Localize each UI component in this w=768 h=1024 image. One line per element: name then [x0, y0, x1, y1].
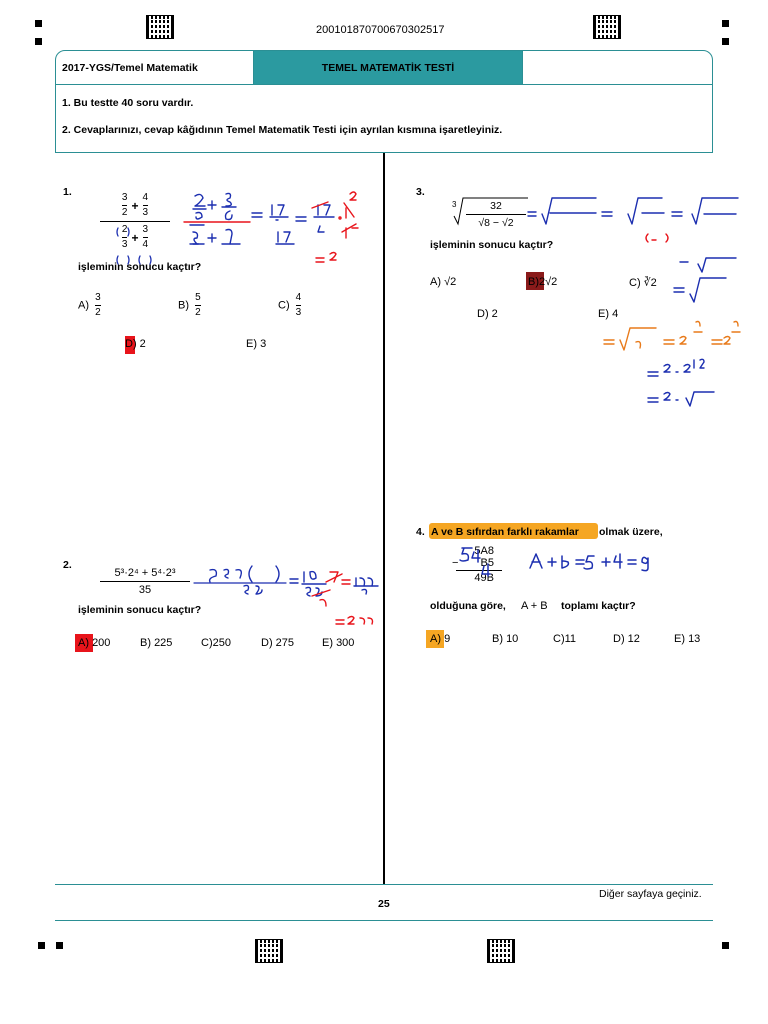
q1-number: 1. — [63, 186, 72, 198]
q3-prompt: işleminin sonucu kaçtır? — [430, 239, 554, 251]
q3-option-c[interactable]: C) ∛2 — [629, 277, 657, 289]
q3-option-e[interactable]: E) 4 — [598, 308, 619, 320]
handwriting-q1-blue — [184, 194, 334, 245]
q2-prompt: işleminin sonucu kaçtır? — [78, 604, 202, 616]
handwriting-q3-blue — [528, 198, 738, 406]
handwriting-q1-red — [312, 192, 358, 262]
instruction-2: 2. Cevaplarınızı, cevap kâğıdının Temel Matematik Testi için ayrılan kısmına işaretleyiniz. — [62, 124, 503, 136]
footer-rule-bottom — [55, 920, 713, 921]
q1-option-e[interactable]: E) 3 — [246, 338, 267, 350]
q4-subtraction: 5A8 − B5 49B — [452, 545, 502, 584]
q1-option-b[interactable]: B) $\frac{5}{2}$ — [178, 292, 201, 318]
instruction-1: 1. Bu testte 40 soru vardır. — [62, 97, 194, 109]
q4-highlight-text: A ve B sıfırdan farklı rakamlar — [431, 526, 579, 538]
exam-label: 2017-YGS/Temel Matematik — [62, 61, 198, 74]
barcode-number: 200101870700670302517 — [316, 24, 445, 36]
q2-option-b[interactable]: B) 225 — [140, 637, 173, 649]
q4-option-c[interactable]: C)11 — [553, 633, 577, 645]
q1-option-d[interactable]: D) 2 — [125, 338, 146, 350]
q4-number: 4. — [416, 526, 425, 538]
q2-option-a[interactable]: A) 200 — [78, 637, 111, 649]
q4-option-d[interactable]: D) 12 — [613, 633, 640, 645]
handwriting-q3-orange — [604, 322, 740, 351]
q4-prompt-pre: olduğuna göre, — [430, 600, 506, 612]
q4-option-a[interactable]: A) 9 — [430, 633, 451, 645]
footer-rule-top — [55, 884, 713, 885]
q1-frac-c: $\frac{2}{3}$ — [121, 224, 128, 250]
handwriting-q2-blue — [194, 566, 378, 596]
q4-rest-text: olmak üzere, — [599, 526, 663, 538]
q2-option-e[interactable]: E) 300 — [322, 637, 355, 649]
q3-option-d[interactable]: D) 2 — [477, 308, 498, 320]
handwriting-q4-blue — [460, 548, 648, 576]
q1-frac-a: $\frac{3}{2}$ — [121, 192, 128, 218]
q1-expression: $\frac{3}{2}$ + $\frac{4}{3}$ $\frac{2}{3}$ + $\frac{3}{4}$ — [100, 192, 170, 251]
q2-option-d[interactable]: D) 275 — [261, 637, 295, 649]
q3-expression: 3 32 √8 − √2 — [450, 196, 530, 236]
q4-option-b[interactable]: B) 10 — [492, 633, 519, 645]
test-title: TEMEL MATEMATİK TESTİ — [321, 61, 455, 74]
q4-option-e[interactable]: E) 13 — [674, 633, 701, 645]
q2-option-c[interactable]: C)250 — [201, 637, 231, 649]
q3-number: 3. — [416, 186, 425, 198]
q1-option-a[interactable]: A) $\frac{3}{2}$ — [78, 292, 101, 318]
q2-expression: 5³·2⁴ + 5⁴·2³ 35 — [100, 567, 190, 596]
next-page-note: Diğer sayfaya geçiniz. — [599, 888, 702, 900]
q1-frac-b: $\frac{4}{3}$ — [142, 192, 149, 218]
q3-option-a[interactable]: A) √2 — [430, 276, 457, 288]
page-number: 25 — [378, 898, 390, 910]
handwriting-q3-red — [646, 234, 668, 242]
handwriting-q1-parens — [117, 228, 151, 264]
q1-option-c[interactable]: C) $\frac{4}{3}$ — [278, 292, 302, 318]
q3-option-b[interactable]: B)2√2 — [528, 276, 558, 288]
q4-prompt-post: toplamı kaçtır? — [561, 600, 636, 612]
q2-number: 2. — [63, 559, 72, 571]
q4-prompt-var: A + B — [521, 600, 548, 612]
q1-frac-d: $\frac{3}{4}$ — [142, 224, 149, 250]
q1-prompt: işleminin sonucu kaçtır? — [78, 261, 202, 273]
